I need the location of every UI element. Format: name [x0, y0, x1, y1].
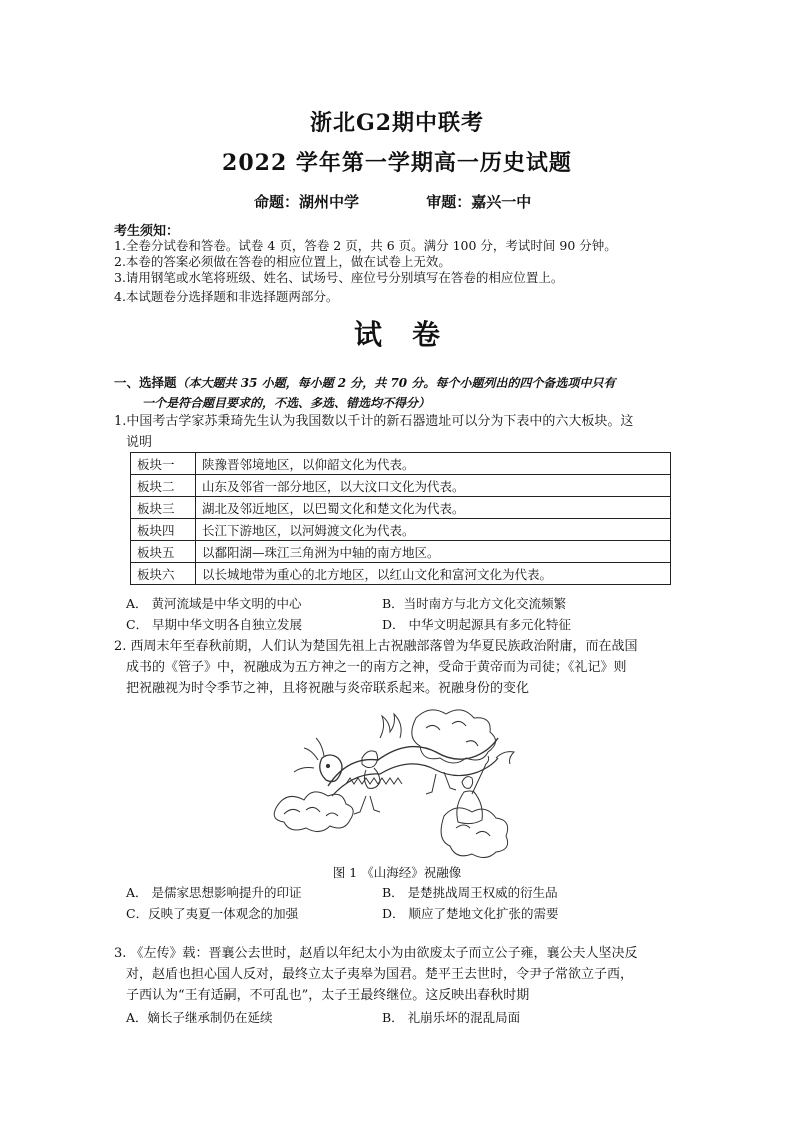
section-label: 一、选择题	[114, 375, 177, 390]
author-label: 命题：湖州中学	[254, 193, 360, 211]
table-cell-value: 以鄱阳湖—珠江三角洲为中轴的南方地区。	[196, 541, 671, 563]
question-3-options	[126, 1008, 646, 1030]
table-row	[131, 563, 671, 585]
question-stem-line: 3. 《左传》载：晋襄公去世时，赵盾以年纪太小为由欲废太子而立公子雍，襄公夫人坚决反	[114, 946, 638, 961]
table-cell-key: 板块六	[131, 563, 196, 585]
question-3-stem	[114, 943, 694, 1006]
table-cell-key: 板块三	[131, 497, 196, 519]
table-cell-value: 山东及邻省一部分地区，以大汶口文化为代表。	[196, 475, 671, 497]
notice-item: 2.本卷的答案必须做在答卷的相应位置上，做在试卷上无效。	[114, 254, 451, 269]
author-line	[254, 191, 584, 212]
question-stem-line: 1.中国考古学家苏秉琦先生认为我国数以千计的新石器遗址可以分为下表中的六大板块。这	[114, 414, 634, 429]
table-cell-value: 湖北及邻近地区，以巴蜀文化和楚文化为代表。	[196, 497, 671, 519]
question-stem-line: 对，赵盾也担心国人反对，最终立太子夷皋为国君。楚平王去世时，令尹子常欲立子西，	[126, 967, 634, 982]
question-1-stem	[114, 411, 694, 453]
table-cell-value: 长江下游地区，以河姆渡文化为代表。	[196, 519, 671, 541]
question-stem-line: 子西认为“王有适嗣，不可乱也”，太子王最终继位。这反映出春秋时期	[126, 988, 530, 1003]
notice-item: 1.全卷分试卷和答卷。试卷 4 页，答卷 2 页，共 6 页。满分 100 分，考试时间 90 分钟。	[114, 238, 617, 253]
reviewer-label: 审题：嘉兴一中	[426, 193, 532, 211]
paper-heading: 试卷	[353, 318, 470, 351]
zhurong-illustration	[266, 698, 526, 858]
option-a[interactable]: A． 是儒家思想影响提升的印证	[126, 885, 302, 900]
option-b[interactable]: B． 礼崩乐坏的混乱局面	[382, 1010, 521, 1025]
section-hint-line2: 一个是符合题目要求的，不选、多选、错选均不得分）	[142, 396, 431, 410]
exam-title-line1: 浙北G2期中联考	[309, 110, 485, 136]
option-b[interactable]: B．当时南方与北方文化交流频繁	[382, 596, 567, 611]
question-stem-line: 成书的《管子》中，祝融成为五方神之一的南方之神，受命于黄帝而为司徒；《礼记》则	[126, 660, 627, 675]
option-d[interactable]: D． 中华文明起源具有多元化特征	[382, 617, 571, 632]
option-a[interactable]: A．嫡长子继承制仍在延续	[126, 1010, 273, 1025]
question-stem-line: 说明	[126, 435, 153, 450]
option-d[interactable]: D． 顺应了楚地文化扩张的需要	[382, 906, 559, 921]
table-row	[131, 497, 671, 519]
table-row	[131, 519, 671, 541]
notice-heading: 考生须知：	[114, 224, 180, 239]
table-row	[131, 453, 671, 475]
table-row	[131, 541, 671, 563]
table-cell-key: 板块一	[131, 453, 196, 475]
table-row	[131, 475, 671, 497]
section-heading	[114, 373, 694, 413]
question-stem-line: 2. 西周末年至春秋前期，人们认为楚国先祖上古祝融部落曾为华夏民族政治附庸，而在战国	[114, 639, 638, 654]
question-stem-line: 把祝融视为时令季节之神，且将祝融与炎帝联系起来。祝融身份的变化	[126, 681, 530, 696]
option-b[interactable]: B． 是楚挑战周王权威的衍生品	[382, 885, 558, 900]
section-hint-line1: （本大题共 35 小题，每小题 2 分，共 70 分。每个小题列出的四个备选项中只有	[176, 376, 616, 390]
table-cell-key: 板块四	[131, 519, 196, 541]
question-2-stem	[114, 636, 694, 699]
figure-caption: 图 1 《山海经》祝融像	[332, 865, 462, 880]
question-2-options	[126, 883, 646, 925]
notice-item: 3.请用钢笔或水笔将班级、姓名、试场号、座位号分别填写在答卷的相应位置上。	[114, 270, 564, 285]
table-cell-key: 板块二	[131, 475, 196, 497]
question-1-table	[130, 452, 671, 585]
table-cell-key: 板块五	[131, 541, 196, 563]
notice-item: 4.本试题卷分选择题和非选择题两部分。	[114, 289, 339, 304]
exam-title-line2: 2022 学年第一学期高一历史试题	[222, 150, 572, 176]
option-c[interactable]: C．反映了夷夏一体观念的加强	[126, 906, 299, 921]
option-c[interactable]: C． 早期中华文明各自独立发展	[126, 617, 303, 632]
table-cell-value: 以长城地带为重心的北方地区，以红山文化和富河文化为代表。	[196, 563, 671, 585]
question-1-options	[126, 594, 646, 636]
option-a[interactable]: A． 黄河流域是中华文明的中心	[126, 596, 302, 611]
table-cell-value: 陕豫晋邻境地区，以仰韶文化为代表。	[196, 453, 671, 475]
